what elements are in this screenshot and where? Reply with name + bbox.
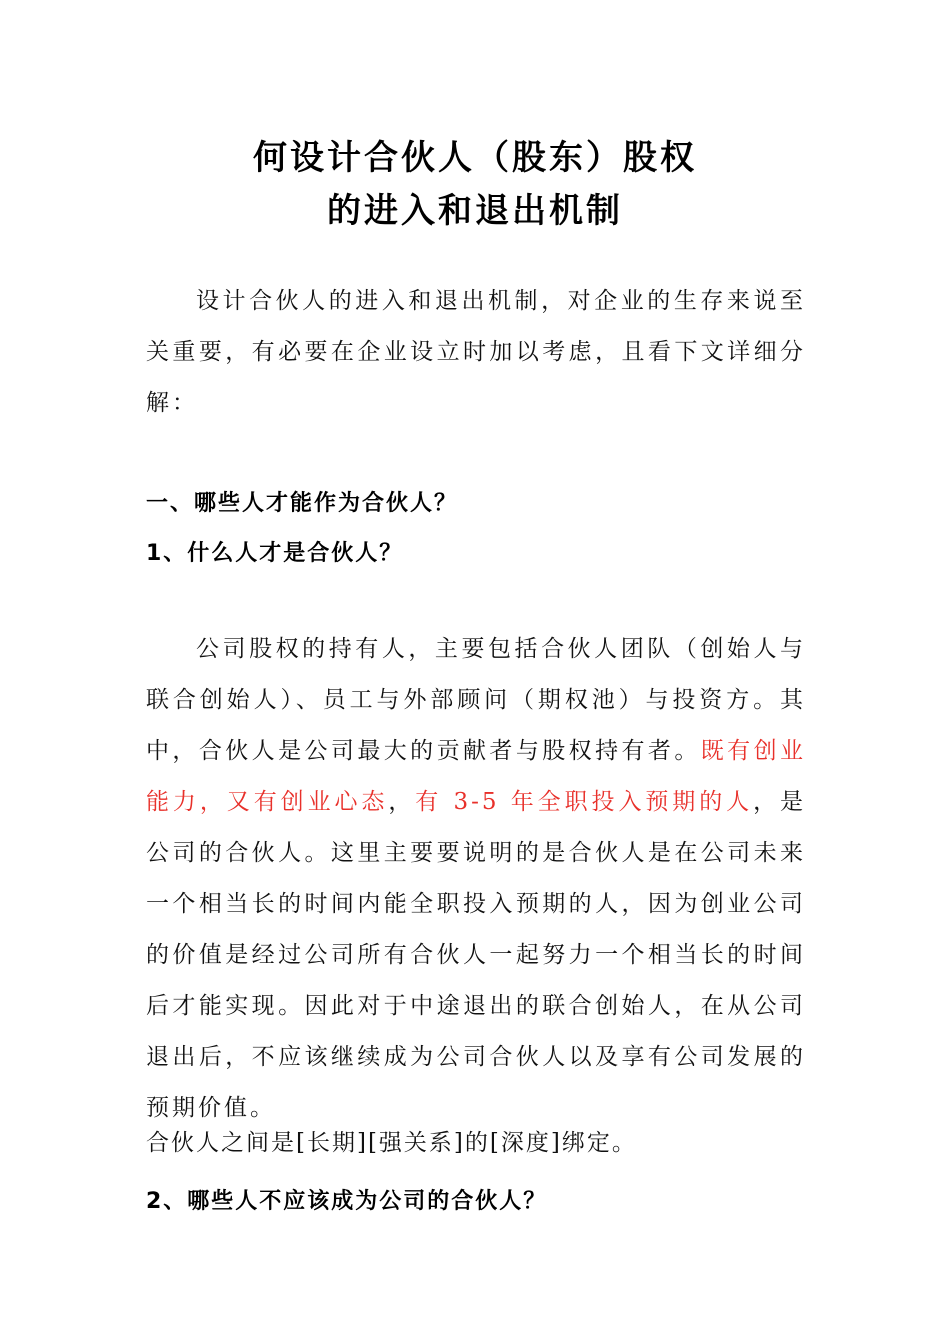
document-title-line1: 何设计合伙人（股东）股权 — [253, 138, 697, 178]
body-paragraph — [146, 624, 806, 1134]
emphasis-text-1: 既有创业能力，又有创业心态 — [146, 738, 807, 815]
question-heading-2: 2、哪些人不应该成为公司的合伙人？ — [146, 1189, 548, 1214]
question-heading-1: 1、什么人才是合伙人？ — [146, 541, 404, 566]
intro-paragraph: 设计合伙人的进入和退出机制，对企业的生存来说至关重要，有必要在企业设立时加以考虑，且看下文详细分解： — [146, 288, 806, 416]
body-text-part3: ，是公司的合伙人。这里主要要说明的是合伙人是在公司未来一个相当长的时间内能全职投入预期的人，因为创业公司的价值是经过公司所有合伙人一起努力一个相当长的时间后才能实现。因此对于中途退出的联合创始人，在从公司退出后，不应该继续成为公司合伙人以及享有公司发展的预期价值。 — [146, 789, 807, 1121]
section-heading-1: 一、哪些人才能作为合伙人？ — [146, 491, 459, 516]
binding-sentence: 合伙人之间是[长期][强关系]的[深度]绑定。 — [146, 1130, 637, 1156]
body-text-part2: ， — [388, 789, 416, 815]
document-title-line2: 的进入和退出机制 — [327, 191, 623, 231]
body-text-part1: 公司股权的持有人，主要包括合伙人团队（创始人与联合创始人）、员工与外部顾问（期权池）与投资方。其中，合伙人是公司最大的贡献者与股权持有者。 — [146, 636, 806, 764]
emphasis-text-2: 有 3-5 年全职投入预期的人 — [415, 789, 754, 815]
